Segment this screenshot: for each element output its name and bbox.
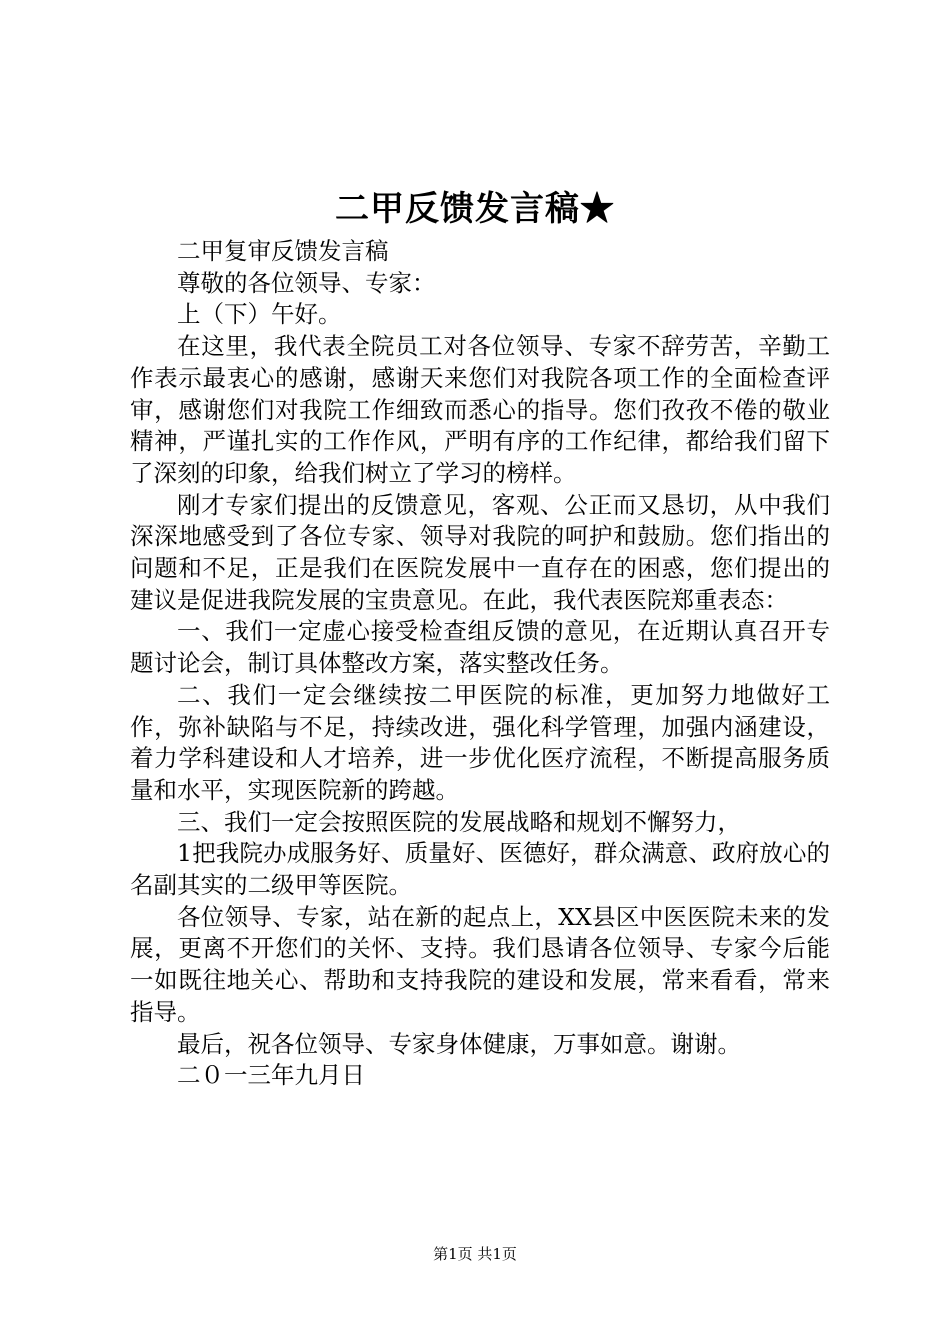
paragraph-thanks: 在这里，我代表全院员工对各位领导、专家不辞劳苦，辛勤工作表示最衷心的感谢，感谢天来您们对我院各项工作的全面检查评审，感谢您们对我院工作细致而悉心的指导。您们孜孜不倦的敬业精神，严谨扎实的工作作风，严明有序的工作纪律，都给我们留下了深刻的印象，给我们树立了学习的榜样。 <box>130 332 830 487</box>
page-title: 二甲反馈发言稿★ <box>335 189 615 229</box>
paragraph-pledge-1: 一、我们一定虚心接受检查组反馈的意见，在近期认真召开专题讨论会，制订具体整改方案，落实整改任务。 <box>130 617 830 678</box>
paragraph-greeting: 上（下）午好。 <box>177 300 342 329</box>
document-body <box>130 236 830 1092</box>
paragraph-subtitle: 二甲复审反馈发言稿 <box>177 237 389 265</box>
paragraph-request: 各位领导、专家，站在新的起点上，XX县区中医医院未来的发展，更离不开您们的关怀、支持。我们恳请各位领导、专家今后能一如既往地关心、帮助和支持我院的建设和发展，常来看看，常来指导。 <box>130 902 830 1026</box>
paragraph-pledge-2: 二、我们一定会继续按二甲医院的标准，更加努力地做好工作，弥补缺陷与不足，持续改进，强化科学管理，加强内涵建设，着力学科建设和人才培养，进一步优化医疗流程，不断提高服务质量和水平，实现医院新的跨越。 <box>130 680 830 804</box>
paragraph-goal: 1把我院办成服务好、质量好、医德好，群众满意、政府放心的名副其实的二级甲等医院。 <box>130 839 830 900</box>
page-number-footer: 第1页 共1页 <box>433 1245 517 1263</box>
paragraph-closing: 最后，祝各位领导、专家身体健康，万事如意。谢谢。 <box>177 1029 741 1058</box>
paragraph-pledge-3: 三、我们一定会按照医院的发展战略和规划不懈努力， <box>177 807 741 836</box>
paragraph-salutation: 尊敬的各位领导、专家： <box>177 268 436 297</box>
paragraph-date: 二０一三年九月日 <box>177 1061 365 1090</box>
paragraph-feedback: 刚才专家们提出的反馈意见，客观、公正而又恳切，从中我们深深地感受到了各位专家、领导对我院的呵护和鼓励。您们指出的问题和不足，正是我们在医院发展中一直存在的困惑，您们提出的建议是促进我院发展的宝贵意见。在此，我代表医院郑重表态： <box>130 490 830 614</box>
